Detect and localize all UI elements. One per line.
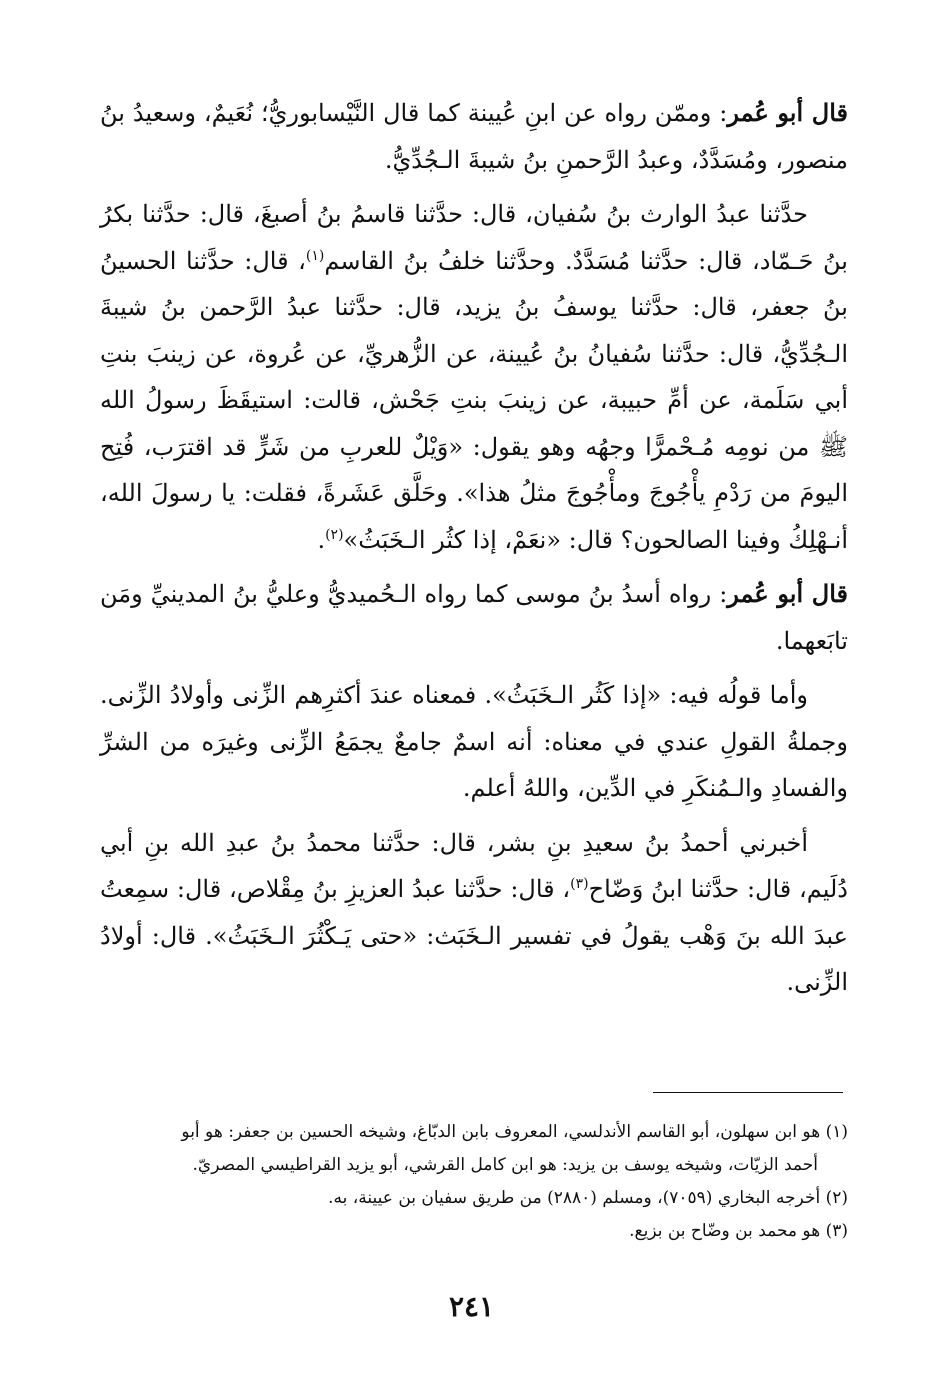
footnote-ref-1[interactable]: (١): [305, 247, 325, 264]
paragraph-2: [100, 191, 848, 563]
page-number: ٢٤١: [448, 1290, 495, 1323]
paragraph-5-text-a: أخبرني أحمدُ بنُ سعيدِ بنِ بشر، قال: حدَّثنا محمدُ بنُ عبدِ الله بنِ أبي دُلَيم، قال: حدَّثنا ابنُ وَضّاح: [100, 828, 848, 903]
footnotes-section: [100, 1116, 848, 1248]
paragraph-3-text: : رواه أسدُ بنُ موسى كما رواه الـحُميديُّ وعليُّ بنُ المدينيِّ ومَن تابَعهما.: [100, 580, 848, 655]
footnote-ref-2[interactable]: (٢): [325, 526, 344, 543]
footnote-3: (٣) هو محمد بن وضّاح بن بزيع.: [629, 1221, 848, 1241]
paragraph-1: [100, 90, 848, 183]
speaker-label: قال أبو عُمر: [727, 98, 848, 127]
paragraph-2-text-a: حدَّثنا عبدُ الوارث بنُ سُفيان، قال: حدَّثنا قاسمُ بنُ أصبغَ، قال: حدَّثنا بكرُ بنُ حَـمّاد، قال: حدَّثنا مُسَدَّدٌ. وحدَّثنا خلفُ بنُ القاسم: [100, 200, 848, 275]
footnote-divider: [653, 1092, 843, 1093]
paragraph-2-text-c: .: [317, 525, 326, 554]
paragraph-5: [100, 820, 848, 1006]
footnote-ref-3[interactable]: (٣): [570, 876, 589, 892]
speaker-label: قال أبو عُمر: [727, 579, 849, 608]
paragraph-1-text: : وممّن رواه عن ابنِ عُيينة كما قال النَّيْسابوريُّ؛ نُعَيمٌ، وسعيدُ بنُ منصور، ومُسَدَّدٌ، وعبدُ الرَّحمنِ بنُ شيبةَ الـجُدِّيُّ.: [100, 99, 848, 174]
footnote-1-continuation: أحمد الزيّات، وشيخه يوسف بن يزيد: هو ابن كامل القرشي، أبو يزيد القراطيسي المصريّ.: [192, 1155, 818, 1175]
paragraph-5-text-b: ، قال: حدَّثنا عبدُ العزيزِ بنُ مِقْلاص، قال: سمِعتُ عبدَ الله بنَ وَهْب يقولُ في تفسير الـخَبَث: «حتى يَـكْثُرَ الـخَبَثُ». قال: أولادُ الزِّنى.: [100, 875, 848, 996]
paragraph-2-text-b: ، قال: حدَّثنا الحسينُ بنُ جعفر، قال: حدَّثنا يوسفُ بنُ يزيد، قال: حدَّثنا عبدُ الرَّحمن بنُ شيبةَ الـجُدِّيُّ، قال: حدَّثنا سُفيانُ بنُ عُيينة، عن الزُّهريِّ، عن عُروة، عن زينبَ بنتِ أبي سَلَمة، عن أمِّ حبيبة، عن زينبَ بنتِ جَحْش، قالت: استيقَظَ رسولُ الله ﷺ من نومِه مُـحْمرًّا وجهُه وهو يقول: «وَيْلٌ للعربِ من شَرٍّ قد اقترَب، فُتِح اليومَ من رَدْمِ يأْجُوجَ ومأْجُوجَ مثلُ هذا». وحَلَّق عَشَرةً، فقلت: يا رسولَ الله، أنـهْلِكُ وفينا الصالحون؟ قال: «نعَمْ، إذا كثُر الـخَبَثُ»: [100, 246, 848, 554]
paragraph-4: [100, 672, 848, 812]
footnote-1: (١) هو ابن سهلون، أبو القاسم الأندلسي، المعروف بابن الدبّاغ، وشيخه الحسين بن جعفر: هو أبو: [181, 1122, 848, 1142]
paragraph-4-text: وأما قولُه فيه: «إذا كَثُر الـخَبَثُ». فمعناه عندَ أكثرِهم الزِّنى وأولادُ الزِّنى. وجملةُ القولِ عندي في معناه: أنه اسمٌ جامعٌ يجمَعُ الزِّنى وغيرَه من الشرِّ والفسادِ والـمُنكَرِ في الدِّين، واللهُ أعلم.: [100, 681, 848, 802]
paragraph-3: [100, 571, 848, 664]
main-text: [100, 90, 848, 1014]
footnote-2: (٢) أخرجه البخاري (٧٠٥٩)، ومسلم (٢٨٨٠) من طريق سفيان بن عيينة، به.: [328, 1188, 848, 1208]
